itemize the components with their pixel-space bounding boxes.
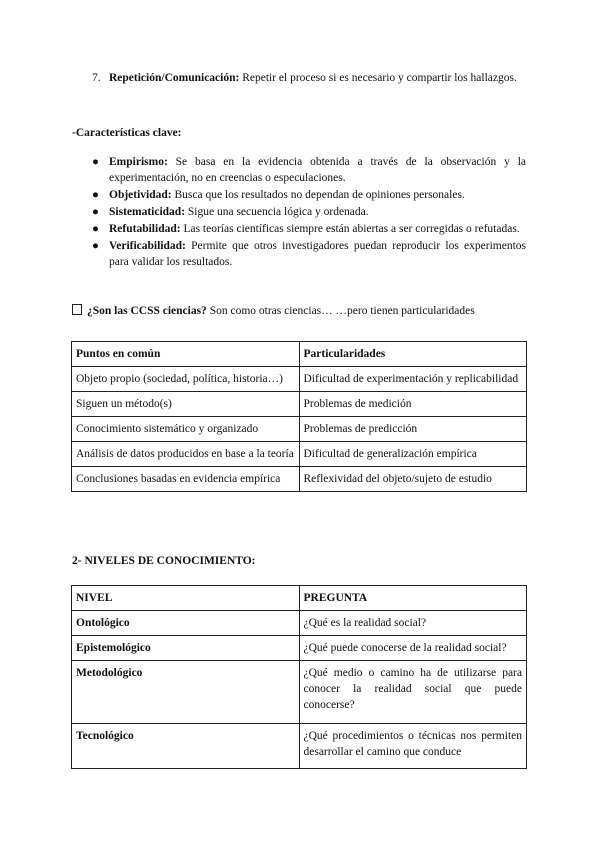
table-row bbox=[72, 367, 527, 392]
key-features-list bbox=[92, 154, 526, 271]
level-name: Epistemológico bbox=[72, 636, 300, 661]
level-question: ¿Qué puede conocerse de la realidad social? bbox=[299, 636, 527, 661]
item-term: Objetividad: bbox=[109, 189, 172, 201]
comparison-table bbox=[71, 341, 527, 492]
step-number: 7. bbox=[92, 72, 101, 84]
level-name: Ontológico bbox=[72, 611, 300, 636]
level-question: ¿Qué medio o camino ha de utilizarse para conocer la realidad social que puede conocerse? bbox=[299, 661, 527, 724]
table-row bbox=[72, 392, 527, 417]
bullet-icon: ● bbox=[92, 156, 99, 168]
table-header-row bbox=[72, 586, 527, 611]
bullet-icon: ● bbox=[92, 223, 99, 235]
list-item bbox=[92, 238, 526, 270]
table-header: Particularidades bbox=[299, 342, 527, 367]
table-header: NIVEL bbox=[72, 586, 300, 611]
step-text: Repetir el proceso si es necesario y compartir los hallazgos. bbox=[239, 72, 517, 84]
list-item bbox=[92, 154, 526, 186]
table-row bbox=[72, 661, 527, 724]
list-item bbox=[92, 187, 526, 203]
table-cell: Problemas de predicción bbox=[299, 417, 527, 442]
step-title: Repetición/Comunicación: bbox=[109, 72, 240, 84]
item-term: Empirismo: bbox=[109, 156, 168, 168]
list-item bbox=[92, 221, 526, 237]
ccss-question bbox=[72, 304, 532, 317]
step-7 bbox=[92, 70, 526, 87]
list-item bbox=[92, 204, 526, 220]
table-cell: Análisis de datos producidos en base a la teoría bbox=[72, 442, 300, 467]
item-text: Busca que los resultados no dependan de opiniones personales. bbox=[171, 189, 465, 201]
bullet-icon: ● bbox=[92, 240, 99, 252]
table-row bbox=[72, 724, 527, 769]
item-term: Verificabilidad: bbox=[109, 240, 186, 252]
bullet-icon: ● bbox=[92, 189, 99, 201]
table-cell: Reflexividad del objeto/sujeto de estudio bbox=[299, 467, 527, 492]
item-text: Sigue una secuencia lógica y ordenada. bbox=[185, 206, 369, 218]
table-cell: Conclusiones basadas en evidencia empírica bbox=[72, 467, 300, 492]
checkbox-icon bbox=[72, 304, 82, 315]
table-row bbox=[72, 417, 527, 442]
table-row bbox=[72, 611, 527, 636]
item-text: Permite que otros investigadores puedan reproducir los experimentos para validar los resultados. bbox=[109, 240, 526, 268]
levels-heading: 2- NIVELES DE CONOCIMIENTO: bbox=[72, 555, 256, 567]
item-term: Refutabilidad: bbox=[109, 223, 181, 235]
levels-table bbox=[71, 585, 527, 769]
table-row bbox=[72, 467, 527, 492]
table-header: PREGUNTA bbox=[299, 586, 527, 611]
question-text: Son como otras ciencias… …pero tienen particularidades bbox=[206, 305, 475, 317]
table-cell: Problemas de medición bbox=[299, 392, 527, 417]
item-text: Las teorías científicas siempre están abiertas a ser corregidas o refutadas. bbox=[180, 223, 520, 235]
level-name: Tecnológico bbox=[72, 724, 300, 769]
level-name: Metodológico bbox=[72, 661, 300, 724]
table-cell: Conocimiento sistemático y organizado bbox=[72, 417, 300, 442]
bullet-icon: ● bbox=[92, 206, 99, 218]
item-text: Se basa en la evidencia obtenida a través de la observación y la experimentación, no en creencias o especulaciones. bbox=[109, 156, 526, 184]
table-cell: Siguen un método(s) bbox=[72, 392, 300, 417]
level-question: ¿Qué procedimientos o técnicas nos permiten desarrollar el camino que conduce bbox=[299, 724, 527, 769]
level-question: ¿Qué es la realidad social? bbox=[299, 611, 527, 636]
key-features-heading: -Características clave: bbox=[72, 127, 182, 139]
question-bold: ¿Son las CCSS ciencias? bbox=[87, 305, 207, 317]
item-term: Sistematicidad: bbox=[109, 206, 186, 218]
table-cell: Dificultad de generalización empírica bbox=[299, 442, 527, 467]
table-header: Puntos en común bbox=[72, 342, 300, 367]
table-cell: Objeto propio (sociedad, política, historia…) bbox=[72, 367, 300, 392]
table-row bbox=[72, 636, 527, 661]
table-cell: Dificultad de experimentación y replicabilidad bbox=[299, 367, 527, 392]
table-row bbox=[72, 442, 527, 467]
table-header-row bbox=[72, 342, 527, 367]
